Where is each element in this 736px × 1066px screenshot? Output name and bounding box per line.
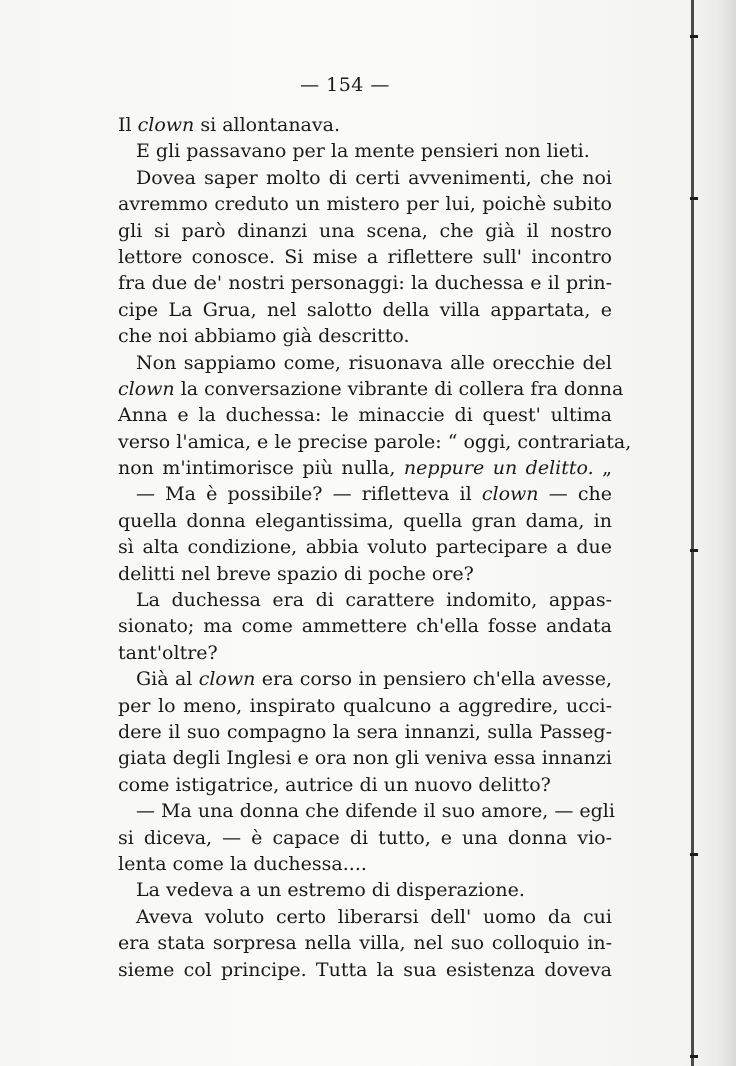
text-segment: sieme col principe. Tutta la sua esistenza doveva	[118, 958, 612, 981]
text-segment: „	[593, 457, 612, 480]
text-segment: lenta come la duchessa....	[118, 852, 367, 875]
text-line	[118, 561, 612, 587]
text-segment: era corso in pensiero ch'ella avesse,	[255, 668, 612, 691]
text-segment: Il	[118, 114, 138, 136]
text-line	[118, 508, 612, 534]
text-segment: verso l'amica, e le precise parole: “ oggi, contrariata,	[118, 430, 632, 453]
page-edge-line	[691, 0, 694, 1066]
text-segment: avremmo creduto un mistero per lui, poichè subito	[118, 193, 612, 216]
text-line	[118, 772, 612, 798]
edge-mark	[690, 1055, 698, 1058]
text-line	[118, 402, 612, 428]
text-segment: — Ma una donna che difende il suo amore, — egli	[136, 800, 615, 823]
italic-segment: clown	[198, 668, 256, 691]
italic-segment: clown	[118, 377, 175, 400]
text-segment: E gli passavano per la mente pensieri non lieti.	[136, 140, 590, 163]
italic-segment: neppure un delitto.	[403, 457, 594, 480]
text-line	[118, 112, 612, 138]
text-segment: La duchessa era di carattere indomito, appas-	[136, 589, 612, 612]
text-segment: la conversazione vibrante di collera fra donna	[174, 377, 624, 400]
text-segment: Anna e la duchessa: le minaccie di quest' ultima	[118, 404, 612, 427]
text-segment: Dovea saper molto di certi avvenimenti, che noi	[136, 166, 612, 189]
text-line	[118, 798, 615, 824]
text-segment: fra due de' nostri personaggi: la duchessa e il prin-	[118, 272, 612, 295]
text-line	[118, 270, 612, 296]
page-edge-shadow	[692, 0, 736, 1066]
text-segment: Non sappiamo come, risuonava alle orecchie del	[136, 351, 612, 374]
text-line	[118, 455, 612, 481]
text-line	[118, 534, 612, 560]
text-segment: tant'oltre?	[118, 641, 218, 664]
text-line	[118, 904, 612, 930]
text-segment: quella donna elegantissima, quella gran dama, in	[118, 509, 612, 532]
text-line	[118, 244, 612, 270]
text-line	[118, 719, 612, 745]
text-line	[118, 640, 612, 666]
text-segment: gli si parò dinanzi una scena, che già il nostro	[118, 219, 612, 242]
text-segment: lettore conosce. Si mise a riflettere sull' incontro	[118, 245, 612, 268]
text-line	[118, 877, 612, 903]
text-line	[118, 297, 612, 323]
text-segment: — Ma è possibile? — rifletteva il	[136, 483, 482, 506]
italic-segment: clown	[481, 483, 539, 506]
page-number: — 154 —	[300, 74, 390, 96]
text-segment: dere il suo compagno la sera innanzi, sulla Passeg-	[118, 720, 612, 743]
text-segment: sì alta condizione, abbia voluto partecipare a due	[118, 536, 612, 559]
text-line	[118, 350, 612, 376]
text-line	[118, 693, 612, 719]
text-line	[118, 930, 612, 956]
text-line	[118, 587, 612, 613]
edge-mark	[690, 549, 698, 552]
text-line	[118, 165, 612, 191]
text-segment: Aveva voluto certo liberarsi dell' uomo da cui	[136, 905, 612, 928]
text-segment: — che	[538, 483, 612, 506]
text-segment: giata degli Inglesi e ora non gli veniva essa innanzi	[118, 747, 612, 770]
text-line	[118, 138, 612, 164]
text-line	[118, 745, 612, 771]
text-line	[118, 613, 612, 639]
text-line	[118, 218, 612, 244]
text-line	[118, 323, 612, 349]
text-segment: La vedeva a un estremo di disperazione.	[136, 879, 525, 902]
text-segment: delitti nel breve spazio di poche ore?	[118, 562, 474, 585]
text-segment: cipe La Grua, nel salotto della villa appartata, e	[118, 298, 612, 321]
text-segment: non m'intimorisce più nulla,	[118, 457, 404, 480]
text-line	[118, 851, 612, 877]
text-segment: si diceva, — è capace di tutto, e una donna vio-	[118, 826, 612, 849]
edge-mark	[690, 35, 698, 38]
text-line	[118, 481, 612, 507]
text-line	[118, 666, 612, 692]
text-line	[118, 429, 632, 455]
text-segment: per lo meno, inspirato qualcuno a aggredire, ucci-	[118, 694, 612, 717]
text-line	[118, 825, 612, 851]
text-segment: che noi abbiamo già descritto.	[118, 325, 410, 348]
text-segment: si allontanava.	[194, 114, 340, 136]
edge-mark	[690, 853, 698, 856]
text-segment: era stata sorpresa nella villa, nel suo colloquio in-	[118, 932, 612, 955]
text-line	[118, 957, 612, 983]
text-line	[118, 191, 612, 217]
body-text	[118, 112, 632, 983]
text-segment: come istigatrice, autrice di un nuovo delitto?	[118, 773, 551, 796]
text-segment: Già al	[136, 668, 199, 691]
text-segment: sionato; ma come ammettere ch'ella fosse andata	[118, 615, 612, 638]
edge-mark	[690, 197, 698, 200]
text-line	[118, 376, 624, 402]
italic-segment: clown	[137, 114, 195, 136]
